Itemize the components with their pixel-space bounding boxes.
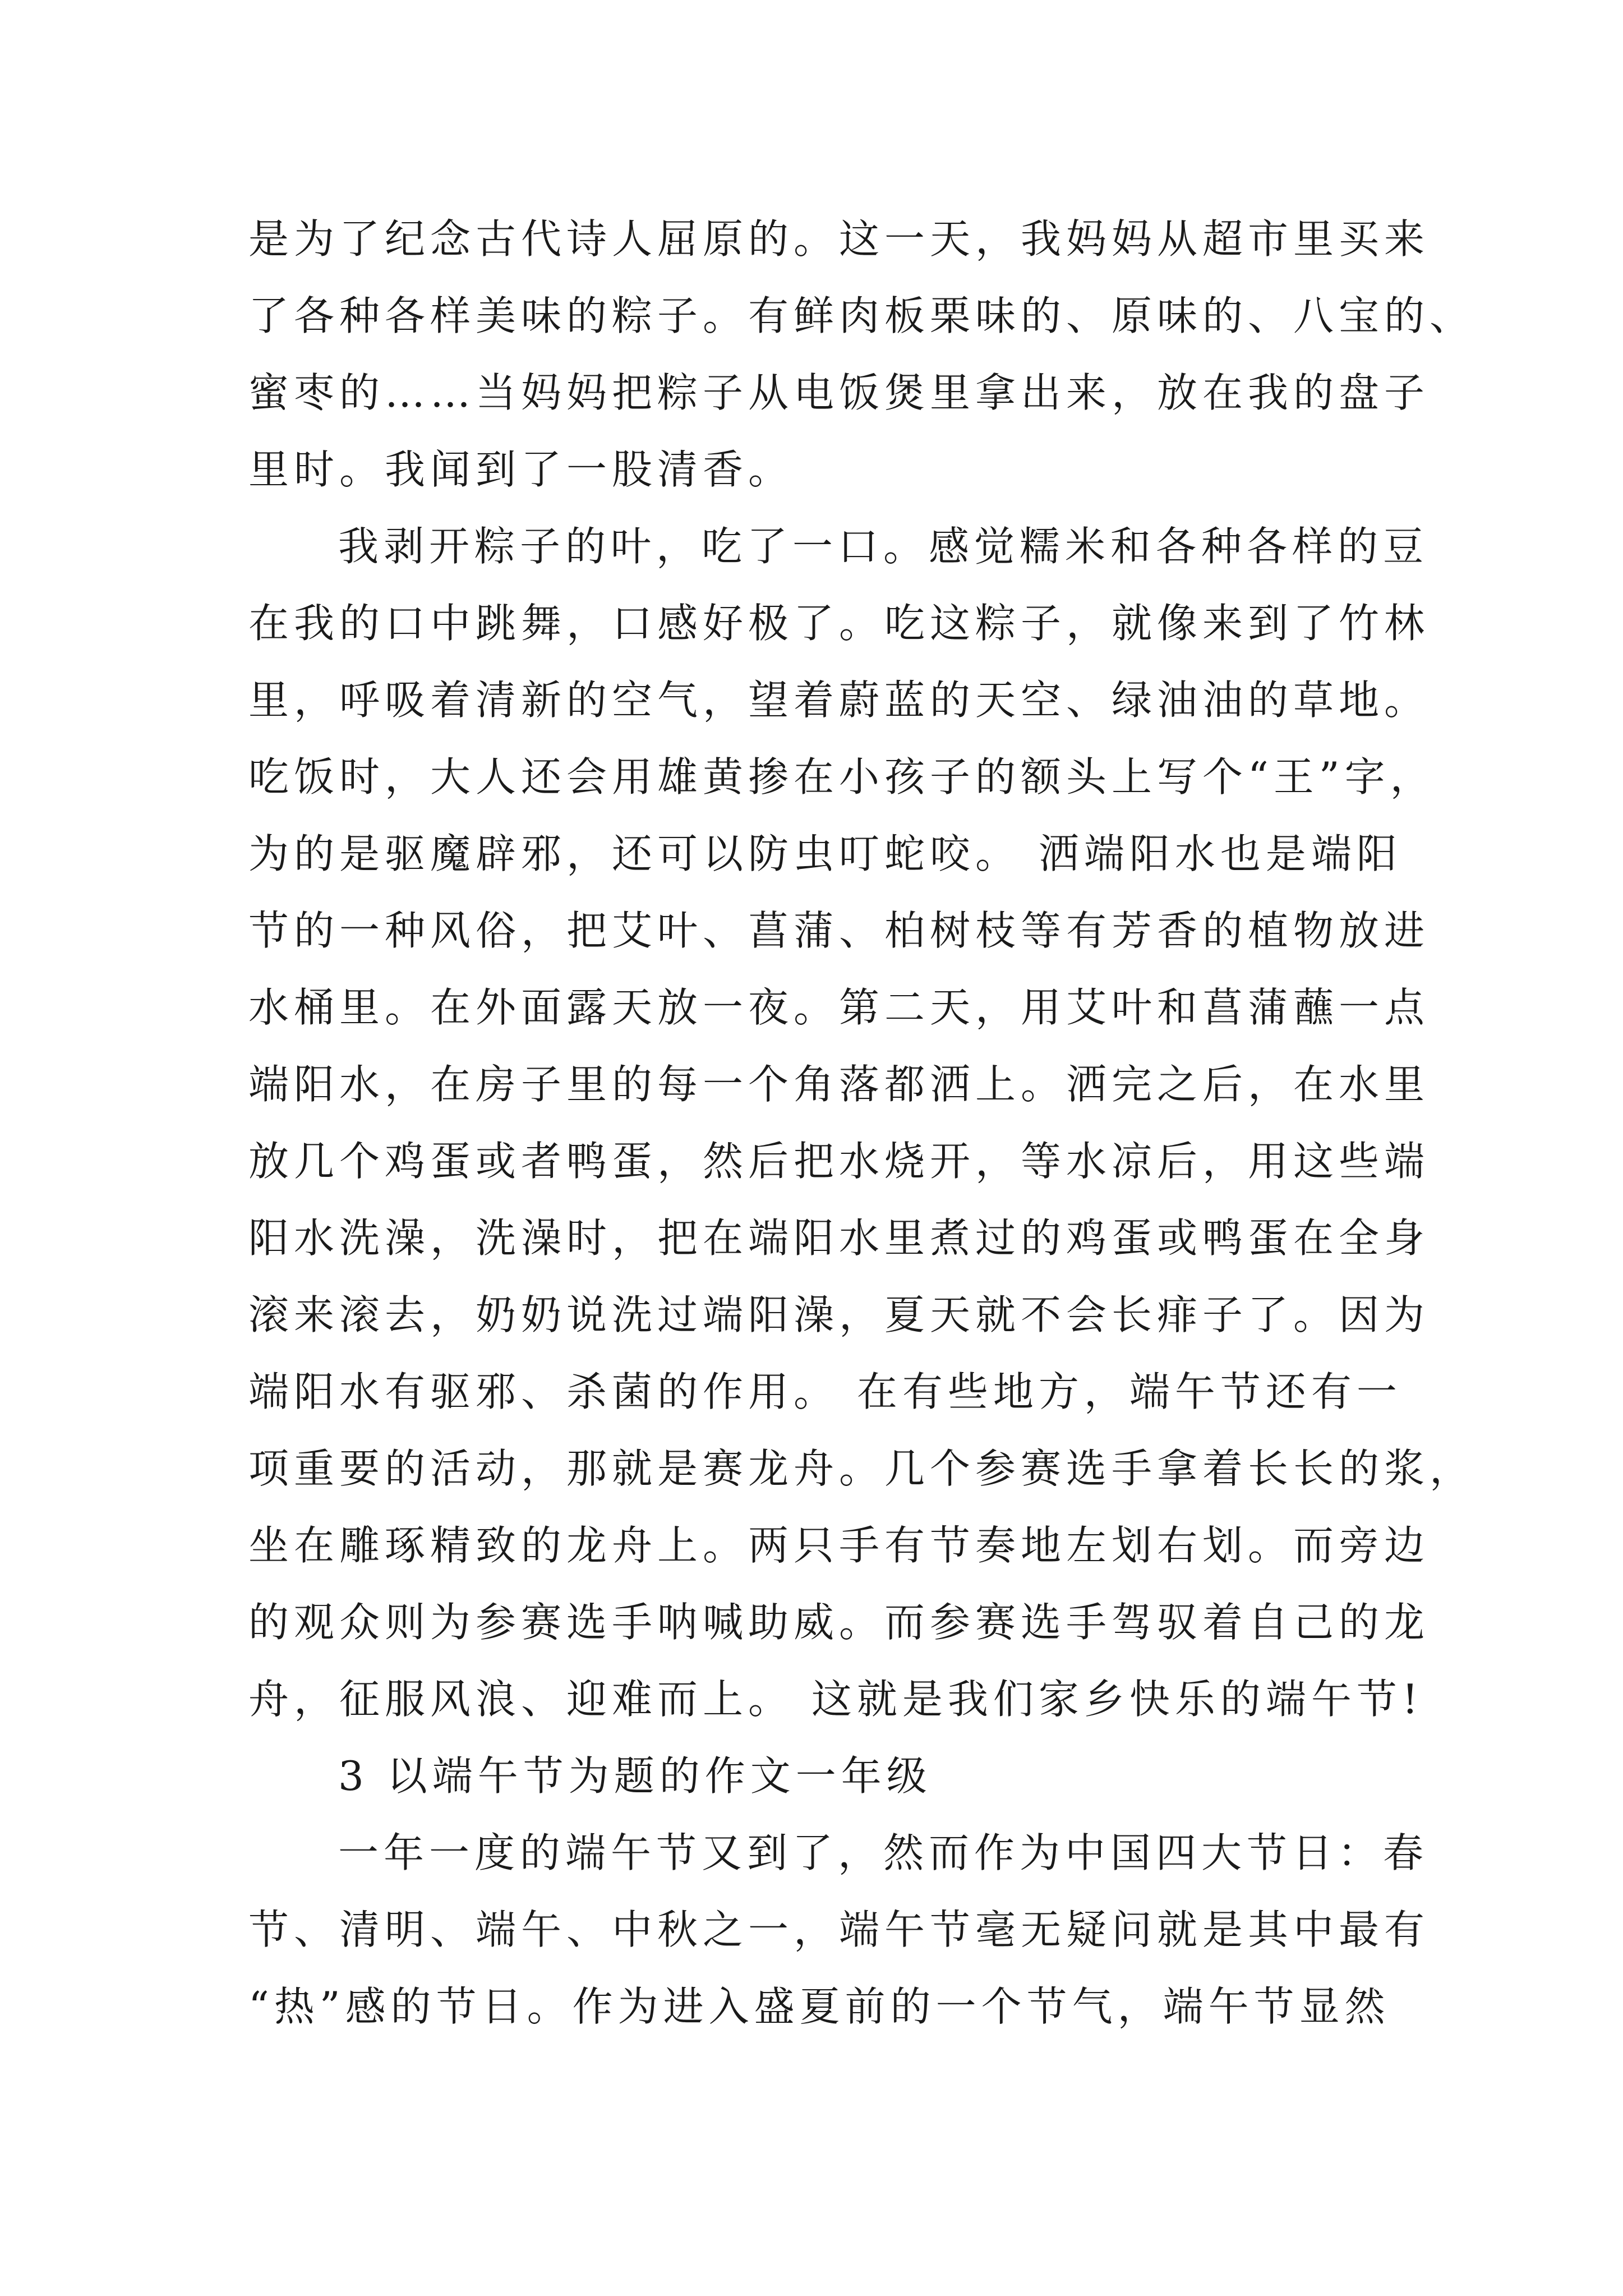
text-line: 为的是驱魔辟邪，还可以防虫叮蛇咬。 洒端阳水也是端阳 [248, 830, 1402, 877]
text-line: 项重要的活动，那就是赛龙舟。几个参赛选手拿着长长的浆， [248, 1445, 1476, 1492]
body-text [248, 201, 1476, 2045]
text-line: 水桶里。在外面露天放一夜。第二天，用艾叶和菖蒲蘸一点 [248, 984, 1430, 1031]
text-line: 里时。我闻到了一股清香。 [248, 446, 794, 493]
text-line: 端阳水有驱邪、杀菌的作用。 在有些地方，端午节还有一 [248, 1368, 1402, 1415]
text-line: 里，呼吸着清新的空气，望着蔚蓝的天空、绿油油的草地。 [248, 677, 1430, 724]
text-line: 端阳水，在房子里的每一个角落都洒上。洒完之后，在水里 [248, 1061, 1430, 1108]
text-line: 节的一种风俗，把艾叶、菖蒲、柏树枝等有芳香的植物放进 [248, 907, 1430, 954]
text-line: 一年一度的端午节又到了，然而作为中国四大节日：春 [338, 1829, 1429, 1876]
text-line: “热”感的节日。作为进入盛夏前的一个节气，端午节显然 [248, 1983, 1390, 2030]
text-line: 是为了纪念古代诗人屈原的。这一天，我妈妈从超市里买来 [248, 215, 1430, 263]
text-line: 吃饭时，大人还会用雄黄掺在小孩子的额头上写个“王”字， [248, 753, 1436, 800]
text-line: 我剥开粽子的叶，吃了一口。感觉糯米和各种各样的豆 [338, 523, 1429, 570]
text-line: 的观众则为参赛选手呐喊助威。而参赛选手驾驭着自己的龙 [248, 1599, 1430, 1646]
text-line: 蜜枣的……当妈妈把粽子从电饭煲里拿出来，放在我的盘子 [248, 369, 1430, 416]
text-line: 节、清明、端午、中秋之一，端午节毫无疑问就是其中最有 [248, 1906, 1430, 1953]
text-line: 坐在雕琢精致的龙舟上。两只手有节奏地左划右划。而旁边 [248, 1522, 1430, 1569]
text-line: 3 以端午节为题的作文一年级 [338, 1752, 932, 1800]
text-line: 滚来滚去，奶奶说洗过端阳澡，夏天就不会长痱子了。因为 [248, 1291, 1430, 1338]
text-line: 舟，征服风浪、迎难而上。 这就是我们家乡快乐的端午节! [248, 1676, 1423, 1723]
text-line: 阳水洗澡，洗澡时，把在端阳水里煮过的鸡蛋或鸭蛋在全身 [248, 1214, 1430, 1262]
text-line: 在我的口中跳舞，口感好极了。吃这粽子，就像来到了竹林 [248, 600, 1430, 647]
text-line: 放几个鸡蛋或者鸭蛋，然后把水烧开，等水凉后，用这些端 [248, 1138, 1430, 1185]
text-line: 了各种各样美味的粽子。有鲜肉板栗味的、原味的、八宝的、 [248, 292, 1476, 339]
